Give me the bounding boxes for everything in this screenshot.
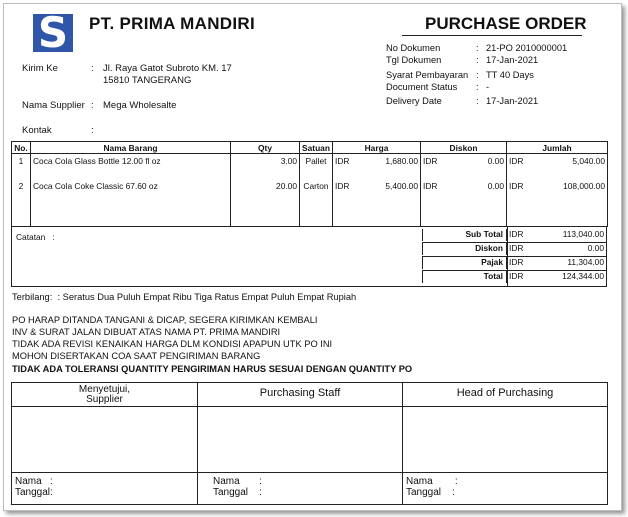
pajak-row [422,256,607,268]
company-name: PT. PRIMA MANDIRI [89,14,255,33]
document-title: PURCHASE ORDER [425,14,587,33]
nama-line: Nama : [213,476,262,487]
table-row [12,154,608,179]
total-value: 124,344.00 [562,271,604,281]
cell-amount: 1,680.00 [385,156,418,166]
cell-currency: IDR [423,156,438,166]
field-label: Syarat Pembayaran [386,70,469,80]
items-table [11,141,608,227]
total-label: Diskon [422,243,507,255]
address-line2: 15810 TANGERANG [103,75,192,86]
cell-diskon [421,179,507,227]
total-currency: IDR [509,271,524,281]
cell-currency: IDR [335,156,350,166]
field-value: TT 40 Days [486,70,534,80]
cell-amount: 0.00 [487,180,504,191]
field-value: - [486,82,490,92]
signature-footer [198,473,403,505]
diskon-row [422,242,607,254]
table-row [12,179,608,227]
total-label: Sub Total [422,229,507,241]
kirim-ke-label: Kirim Ke [22,63,58,74]
cell-nama: Coca Cola Glass Bottle 12.00 fl oz [31,154,231,179]
field-colon: : [476,82,479,92]
field-colon: : [476,55,479,65]
cell-currency: IDR [335,180,350,191]
supplier-label: Nama Supplier [22,100,85,111]
cell-harga [333,154,421,179]
terbilang: Terbilang: : Seratus Dua Puluh Empat Ribu Tiga Ratus Empat Puluh Empat Rupiah [12,292,357,302]
signature-head-supplier [12,383,198,407]
total-label: Total [422,271,507,283]
total-value: 11,304.00 [567,257,604,267]
cell-currency: IDR [509,156,524,166]
tanggal-line: Tanggal : [406,487,455,498]
field-label: Delivery Date [386,96,442,106]
terbilang-value: Seratus Dua Puluh Empat Ribu Tiga Ratus Empat Puluh Empat Rupiah [62,292,357,302]
field-label: Tgl Dokumen [386,55,442,65]
note-line: INV & SURAT JALAN DIBUAT ATAS NAMA PT. PRIMA MANDIRI [12,327,281,337]
field-colon: : [476,96,479,106]
signature-table [11,382,608,505]
header-no: No. [12,142,31,154]
signature-area [12,407,198,473]
total-currency: IDR [509,229,524,239]
cell-jumlah [507,179,608,227]
supplier-value: Mega Wholesalte [103,100,177,111]
supplier-label: Supplier [86,394,123,405]
field-value: 17-Jan-2021 [486,96,539,106]
cell-satuan: Pallet [300,154,333,179]
signature-footer [403,473,608,505]
cell-amount: 108,000.00 [563,180,605,191]
totals-divider [507,227,508,287]
header-diskon: Diskon [421,142,507,154]
field-label: Document Status [386,82,458,92]
cell-satuan: Carton [300,179,333,227]
header-nama-barang: Nama Barang [31,142,231,154]
header-satuan: Satuan [300,142,333,154]
note-line: TIDAK ADA REVISI KENAIKAN HARGA DLM KONDISI APAPUN UTK PO INI [12,339,333,349]
header-harga: Harga [333,142,421,154]
cell-jumlah [507,154,608,179]
cell-currency: IDR [509,180,524,191]
cell-nama: Coca Cola Coke Classic 67.60 oz [31,179,231,227]
catatan-label: Catatan : [16,232,55,242]
tanggal-line: Tanggal: [15,487,53,498]
total-currency: IDR [509,243,524,253]
kontak-colon: : [91,125,94,136]
tanggal-line: Tanggal : [213,487,262,498]
field-colon: : [476,43,479,53]
field-colon: : [476,70,479,80]
items-header-row [12,142,608,154]
subtotal-row [422,229,607,241]
signature-head-purchasing-staff: Purchasing Staff [198,383,403,407]
cell-harga [333,179,421,227]
cell-amount: 0.00 [487,156,504,166]
cell-amount: 5,040.00 [572,156,605,166]
signature-footer [12,473,198,505]
signature-area [403,407,608,473]
total-value: 0.00 [587,243,604,253]
nama-line: Nama : [15,476,53,487]
terbilang-label: Terbilang: [12,292,53,302]
total-label: Pajak [422,257,507,269]
kontak-label: Kontak [22,125,52,136]
company-logo: S [33,14,73,52]
total-currency: IDR [509,257,524,267]
cell-diskon [421,154,507,179]
cell-currency: IDR [423,180,438,191]
field-value: 21-PO 2010000001 [486,43,568,53]
title-underline [402,35,582,36]
cell-no: 2 [12,179,31,227]
cell-amount: 5,400.00 [385,180,418,191]
grand-total-row [422,270,607,282]
field-value: 17-Jan-2021 [486,55,539,65]
signature-head-head-of-purchasing: Head of Purchasing [403,383,608,407]
total-value: 113,040.00 [562,229,604,239]
note-line: MOHON DISERTAKAN COA SAAT PENGIRIMAN BARANG [12,351,261,361]
note-bold-line: TIDAK ADA TOLERANSI QUANTITY PENGIRIMAN HARUS SESUAI DENGAN QUANTITY PO [12,364,413,374]
cell-qty: 20.00 [231,179,300,227]
nama-line: Nama : [406,476,458,487]
approval-label: Menyetujui, [78,384,131,395]
cell-no: 1 [12,154,31,179]
note-line: PO HARAP DITANDA TANGANI & DICAP, SEGERA KIRIMKAN KEMBALI [12,315,318,325]
address-line1: Jl. Raya Gatot Subroto KM. 17 [103,63,232,74]
field-label: No Dokumen [386,43,441,53]
header-jumlah: Jumlah [507,142,608,154]
signature-area [198,407,403,473]
supplier-colon: : [91,100,94,111]
cell-qty: 3.00 [231,154,300,179]
kirim-ke-colon: : [91,63,94,74]
header-qty: Qty [231,142,300,154]
